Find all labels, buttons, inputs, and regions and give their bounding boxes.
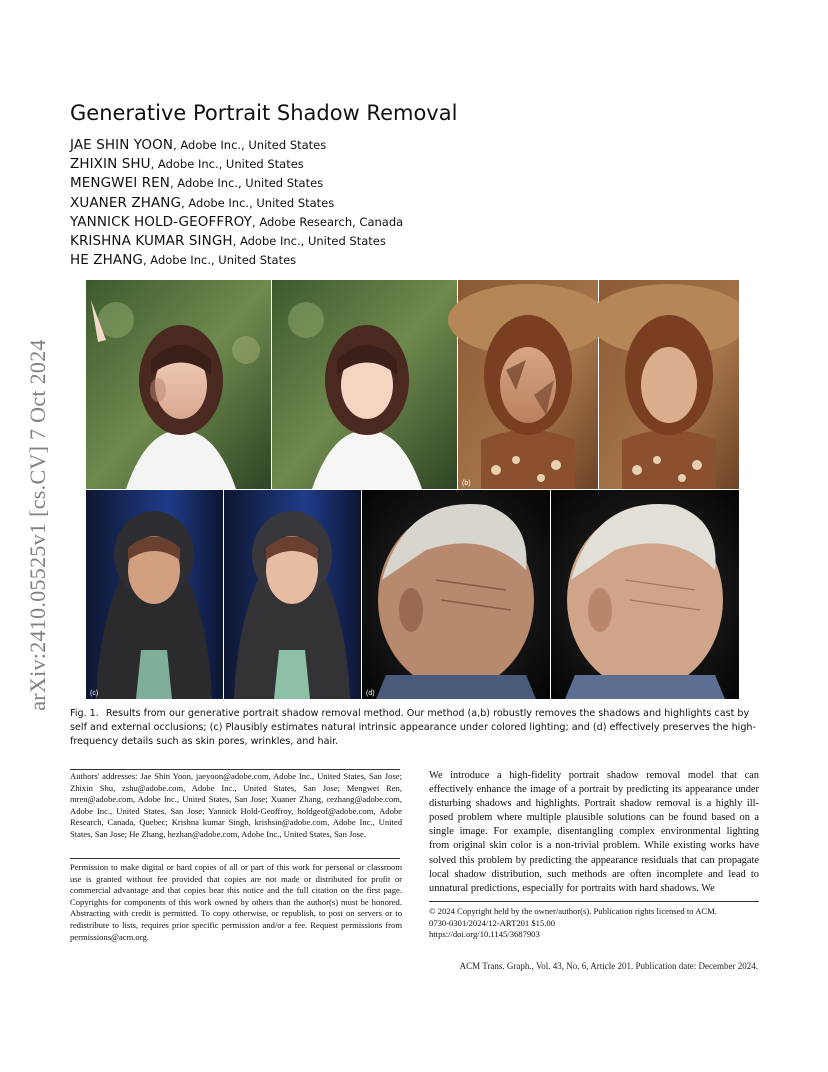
paper-title: Generative Portrait Shadow Removal xyxy=(70,101,458,125)
arxiv-identifier-text: arXiv:2410.05525v1 [cs.CV] 7 Oct 2024 xyxy=(25,339,50,711)
panel-label-c: (c) xyxy=(90,690,99,697)
permission-notice: Permission to make digital or hard copies of all or part of this work for personal or classroom use is granted without fee provided that copies are not made or distributed for profit or commercial advantage and that copies bear this notice and the full citation on the first page. Copyrights for components of this work owned by others than the author(s) must be honored. Abstracting with credit is permitted. To copy otherwise, or republish, to post on servers or to redistribute to lists, requires prior specific permission and/or a fee. Request permissions from permissions@acm.org. xyxy=(70,862,402,942)
author-line xyxy=(70,194,403,213)
author-name: ZHIXIN SHU xyxy=(70,156,151,173)
copyright-line: © 2024 Copyright held by the owner/author(s). Publication rights licensed to ACM. xyxy=(429,906,717,916)
issn-line: 0730-0301/2024/12-ART201 $15.00 xyxy=(429,917,555,928)
panel-b-input xyxy=(448,280,608,489)
arxiv-identifier xyxy=(22,290,54,760)
abstract-text: We introduce a high-fidelity portrait shadow removal model that can effectively enhance the image of a portrait by predicting its appearance under disturbing shadows and highlights. Portrait shadow removal is a highly ill-posed problem where multiple plausible solutions can be found based on a single image. For example, disentangling complex environmental lighting from original skin color is a non-trivial problem. While existing works have solved this problem by predicting the appearance residuals that can propagate local shadow distribution, such methods are often incomplete and lead to unnatural predictions, especially for portraits with hard shadows. We xyxy=(429,770,759,894)
author-name: XUANER ZHANG xyxy=(70,194,182,211)
copyright-rule xyxy=(429,901,759,902)
author-affiliation: , Adobe Inc., United States xyxy=(173,138,327,152)
figure-caption-text: Results from our generative portrait shadow removal method. Our method (a,b) robustly removes the shadows and highlights cast by self and external occlusions; (c) Plausibly estimates natural intrinsic appearance under colored lighting; and (d) effectively preserves the high-frequency details such as skin pores, wrinkles, and hair. xyxy=(70,708,756,747)
panel-a-result xyxy=(272,280,457,489)
author-name: MENGWEI REN xyxy=(70,175,170,192)
panel-a-input xyxy=(86,280,271,489)
panel-d-input xyxy=(362,490,550,699)
author-line xyxy=(70,213,403,232)
doi-link[interactable]: https://doi.org/10.1145/3687903 xyxy=(429,929,540,940)
panel-label-d: (d) xyxy=(366,690,375,697)
author-affiliation: , Adobe Inc., United States xyxy=(150,157,304,172)
author-affiliation: , Adobe Inc., United States xyxy=(232,233,386,248)
author-affiliation: , Adobe Research, Canada xyxy=(252,214,404,229)
author-name: KRISHNA KUMAR SINGH xyxy=(70,232,233,249)
journal-footer: ACM Trans. Graph., Vol. 43, No. 6, Article 201. Publication date: December 2024. xyxy=(459,961,758,971)
author-list xyxy=(70,136,403,270)
panel-c-input xyxy=(86,490,223,699)
author-line xyxy=(70,174,403,193)
author-line xyxy=(70,155,403,174)
panel-b-result xyxy=(589,280,739,489)
panel-c-result xyxy=(224,490,361,699)
author-line xyxy=(70,251,403,270)
figure-label: Fig. 1. xyxy=(70,708,99,719)
panel-d-result xyxy=(551,490,739,699)
author-name: JAE SHIN YOON xyxy=(70,137,174,153)
authors-addresses: Authors' addresses: Jae Shin Yoon, jaeyoon@adobe.com, Adobe Inc., United States, San Jose; Zhixin Shu, zshu@adobe.com, Adobe Inc., United States, San Jose; Mengwei Ren, mren@adobe.com, Adobe Inc., United States, San Jose; Xuaner Zhang, cezhang@adobe.com, Adobe Inc., United States, San Jose; Yannick Hold-Geoffroy, holdgeof@adobe.com, Adobe Research, Canada, Quebec; Krishna kumar Singh, krishsin@adobe.com, Adobe Inc., United States, San Jose; He Zhang, hezhan@adobe.com, Adobe Inc., United States, San Jose. xyxy=(70,771,402,839)
author-affiliation: , Adobe Inc., United States xyxy=(181,195,335,210)
permission-rule xyxy=(70,858,400,859)
footnote-rule xyxy=(70,769,400,770)
teaser-figure xyxy=(86,280,739,699)
copyright-block xyxy=(429,906,761,941)
author-line xyxy=(70,136,403,155)
author-name: YANNICK HOLD-GEOFFROY xyxy=(70,213,253,230)
author-line xyxy=(70,232,403,251)
panel-label-b: (b) xyxy=(462,480,471,487)
author-name: HE ZHANG xyxy=(70,252,143,269)
figure-caption xyxy=(70,707,760,749)
author-affiliation: , Adobe Inc., United States xyxy=(142,253,297,268)
author-affiliation: , Adobe Inc., United States xyxy=(170,176,324,191)
